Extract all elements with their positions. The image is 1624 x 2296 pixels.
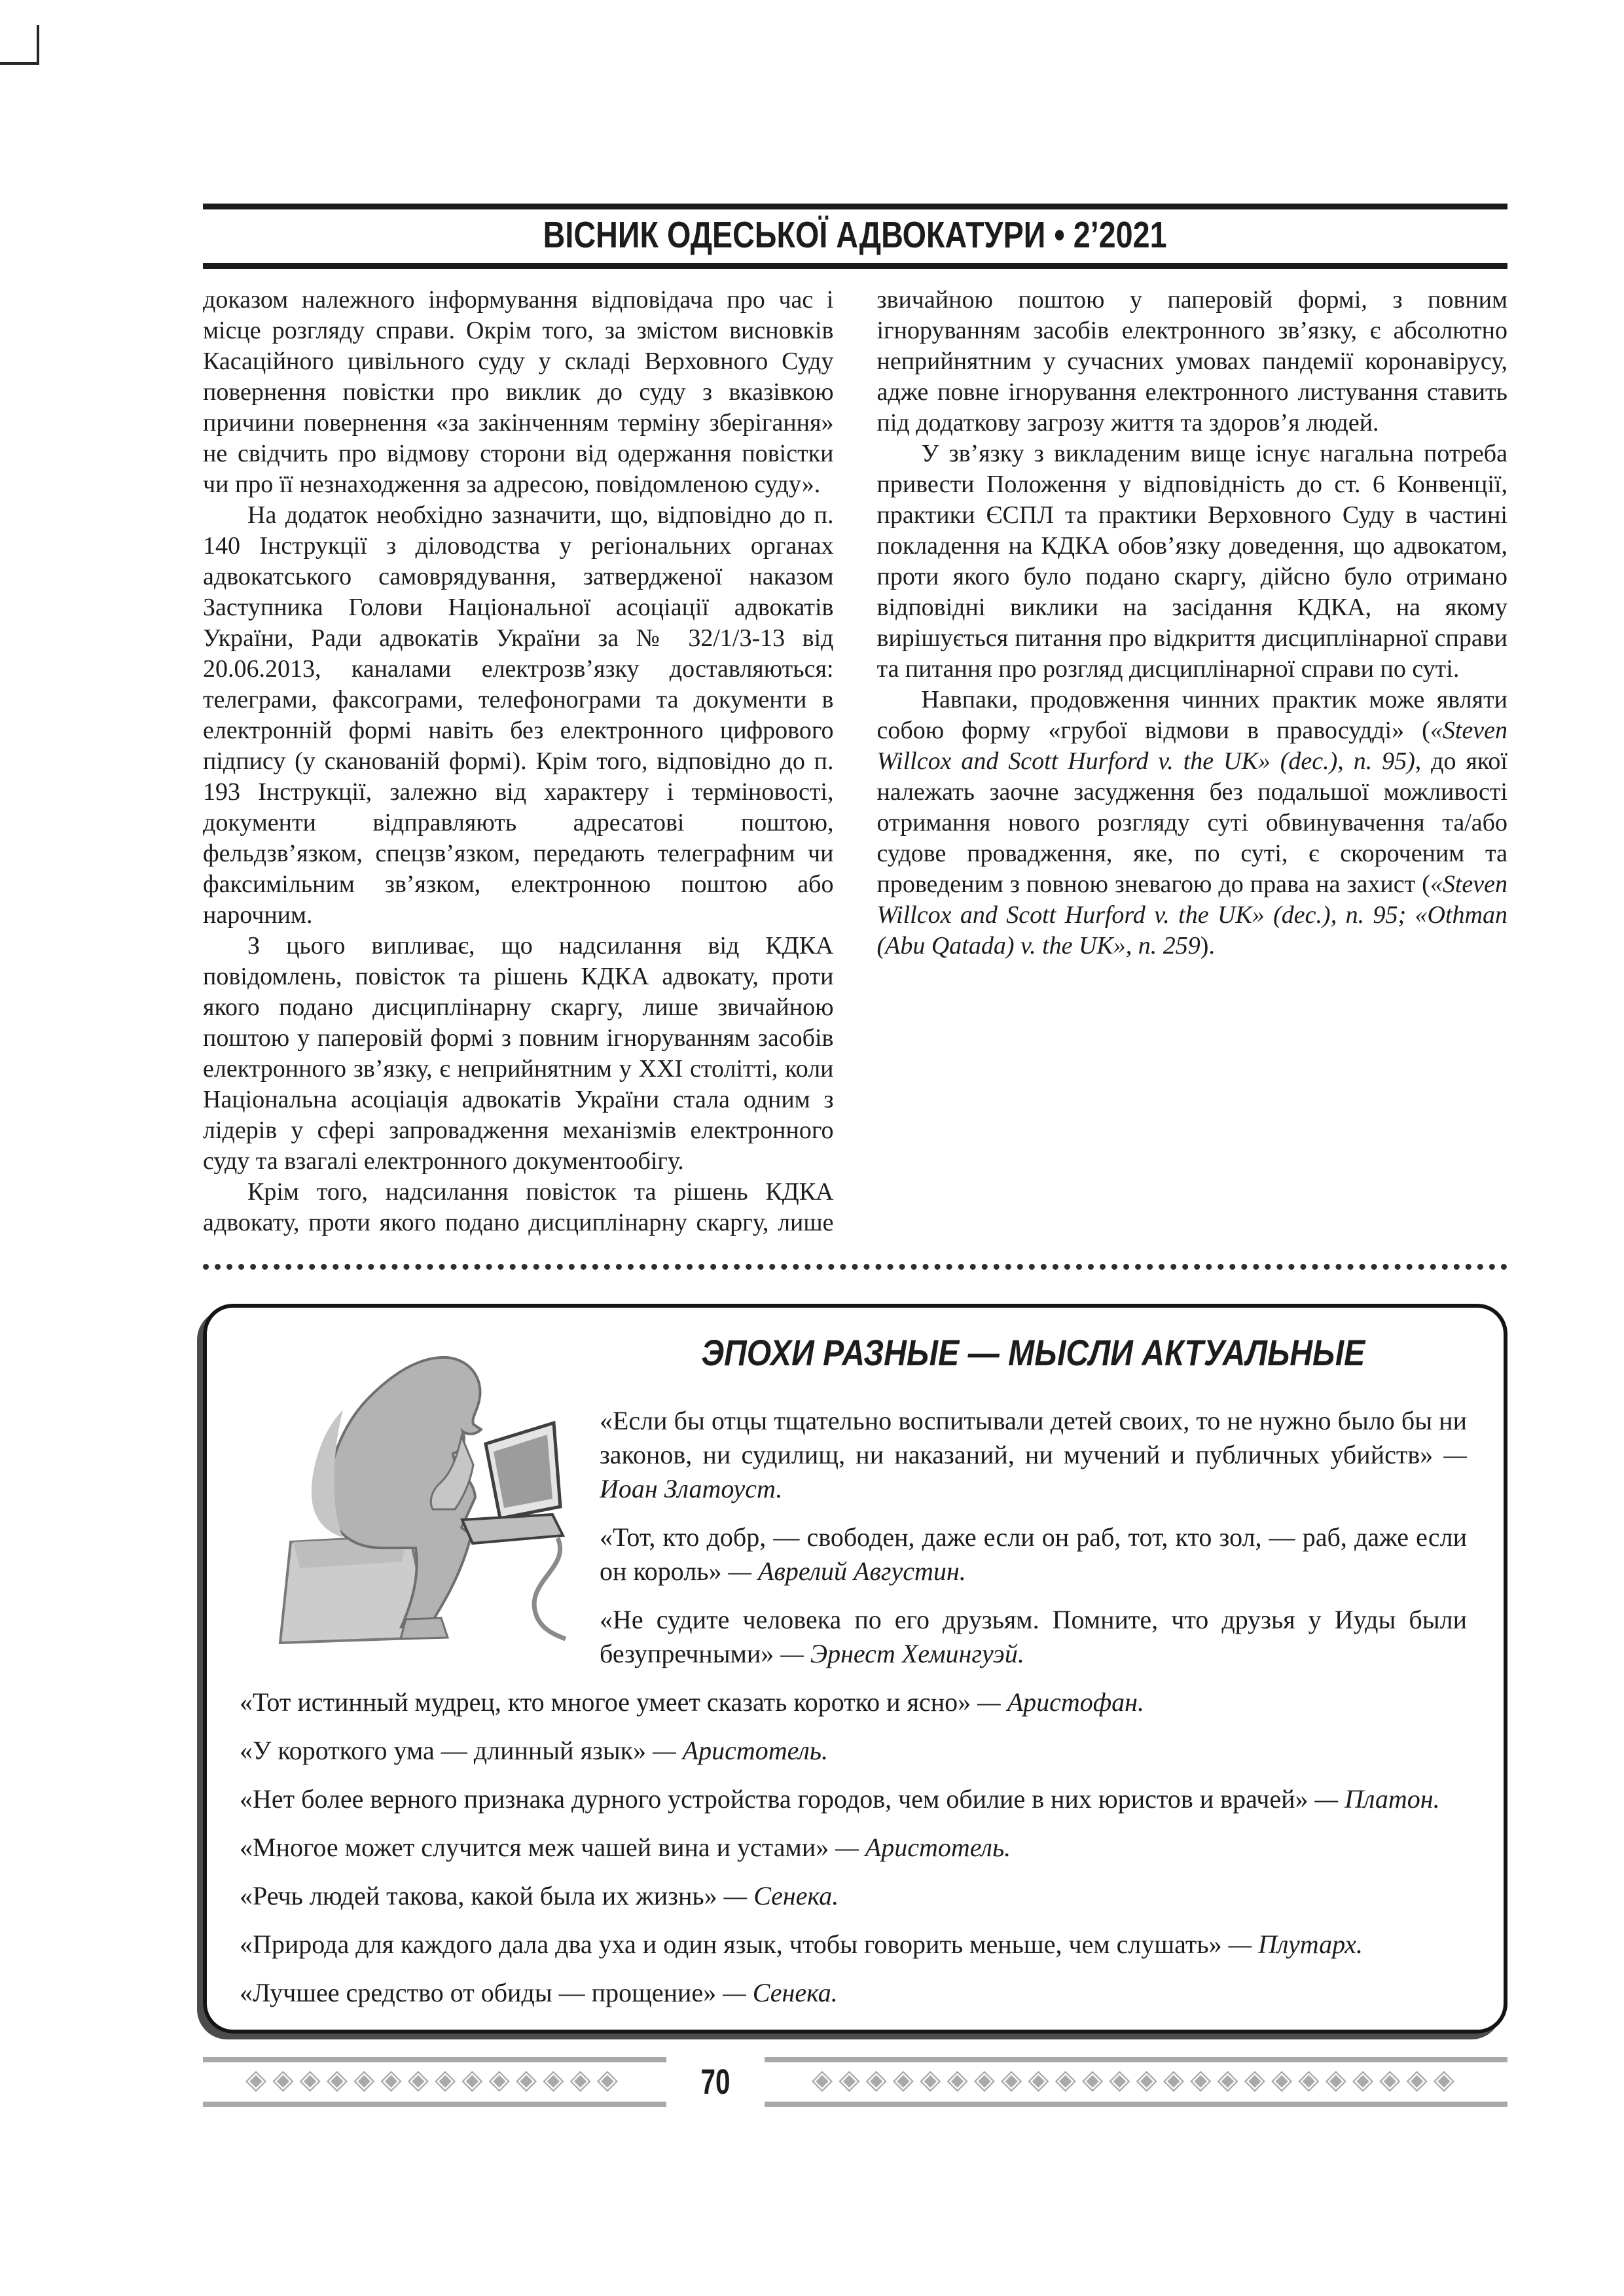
quote-item — [240, 1831, 1467, 1865]
quote-author: — Аристотель. — [653, 1736, 829, 1765]
article-paragraph: На додаток необхідно зазначити, що, відповідно до п. 140 Інструкції з діловодства у регіональних органах адвокатського самоврядування, затвердженої наказом Заступника Голови Національної асоціації адвокатів України, Ради адвокатів України за № 32/1/3-13 від 20.06.2013, каналами електрозв’язку доставляються: телеграми, факсограми, телефонограми та документи в електронній формі навіть без електронного цифрового підпису (у сканованій формі). Крім того, відповідно до п. 193 Інструкції, залежно від характеру і терміновості, документи відправляють адресатові поштою, фельдзв’язком, спецзв’язком, передають телеграфним чи факсимільним зв’язком, електронною поштою або нарочним. — [203, 501, 834, 929]
text-run: Навпаки, продовження чинних практик може являти собою форму «грубої відмови в правосудді» ( — [876, 686, 1507, 744]
quote-item — [240, 1879, 1467, 1913]
crop-mark-vertical — [37, 25, 39, 64]
article-paragraph: У зв’язку з викладеним вище існує нагальна потреба привести Положення у відповідність до ст. 6 Конвенції, практики ЄСПЛ та практики Верховного Суду в частині покладення на КДКА обов’язку доведення, що адвокатом, проти якого було подано скаргу, дійсно було отримано відповідні виклики на засідання КДКА, на якому вирішується питання про відкриття дисциплінарної справи та питання про розгляд дисциплінарної справи по суті. — [876, 440, 1507, 683]
quote-author: — Аристотель. — [835, 1833, 1011, 1862]
article-paragraph: З цього випливає, що надсилання від КДКА повідомлень, повісток та рішень КДКА адвокату, проти якого подано дисциплінарну скаргу, лише звичайною поштою у паперовій формі з повним ігноруванням засобів електронного зв’язку, є неприйнятним у XXI столітті, коли Національна асоціація адвокатів України стала одним з лідерів у сфері запровадження механізмів електронного суду та взагалі електронного документообігу. — [203, 932, 834, 1175]
crop-mark-horizontal — [0, 62, 39, 65]
quote-text: «Речь людей такова, какой была их жизнь» — [240, 1881, 717, 1910]
article-paragraph: доказом належного інформування відповідача про час і місце розгляду справи. Окрім того, за змістом висновків Касаційного цивільного суду у складі Верховного Суду повернення повістки про виклик до суду з вказівкою причини повернення «за закінченням терміну зберігання» не свідчить про відмову сторони від одержання повістки чи про її незнаходження за адресою, повідомленою суду». — [203, 286, 834, 498]
citation-text-run: «Steven Willcox and Scott Hurford v. the UK» (dec.), n. 95) — [876, 717, 1507, 775]
quote-item — [240, 1782, 1467, 1816]
dotted-separator — [203, 1264, 1507, 1270]
citation-text-run: «Steven Willcox and Scott Hurford v. the UK» (dec.), n. 95; «Othman (Abu Qatada) v. the UK», n. 259 — [876, 870, 1507, 960]
text-run: , до якої належать заочне засудження без подальшої можливості отримання нового розгляду суті обвинувачення та/або судове провадження, яке, по суті, є скороченим та проведеним з повною зневагою до права на захист ( — [876, 747, 1507, 898]
quote-text: «Если бы отцы тщательно воспитывали детей своих, то не нужно было бы ни законов, ни судилищ, ни наказаний, ни мучений и публичных убийств» — [600, 1406, 1467, 1469]
quote-author: — Сенека. — [723, 1978, 838, 2007]
quote-item — [240, 1976, 1467, 2010]
quote-author: — Сенека. — [723, 1881, 839, 1910]
quote-text: «Тот истинный мудрец, кто многое умеет сказать коротко и ясно» — [240, 1687, 971, 1717]
quote-text: «У короткого ума — длинный язык» — [240, 1736, 647, 1765]
quote-text: «Природа для каждого дала два уха и один язык, чтобы говорить меньше, чем слушать» — [240, 1929, 1222, 1959]
quote-text: «Не судите человека по его друзьям. Помните, что друзья у Иуды были безупречными» — [600, 1605, 1467, 1668]
quote-text: «Тот, кто добр, — свободен, даже если он раб, тот, кто зол, — раб, даже если он король» — [600, 1522, 1467, 1586]
thinker-with-laptop-illustration — [245, 1331, 572, 1647]
article-paragraph — [877, 685, 1508, 961]
page-number — [666, 2062, 765, 2102]
quote-author: — Аристофан. — [977, 1687, 1145, 1717]
quote-author: — Платон. — [1314, 1784, 1440, 1814]
article-body — [203, 285, 1507, 1255]
quote-text: «Нет более верного признака дурного устройства городов, чем обилие в них юристов и врачей» — [240, 1784, 1308, 1814]
quotes-box-title-text: ЭПОХИ РАЗНЫЕ — МЫСЛИ АКТУАЛЬНЫЕ — [701, 1332, 1365, 1373]
quote-text: «Многое может случится меж чашей вина и устами» — [240, 1833, 829, 1862]
footer-ornament-left: ◈◈◈◈◈◈◈◈◈◈◈◈◈◈ — [203, 2057, 666, 2107]
quote-text: «Лучшее средство от обиды — прощение» — [240, 1978, 717, 2007]
quote-author: — Аврелий Августин. — [728, 1556, 966, 1586]
page-header — [203, 204, 1507, 269]
text-run: ). — [1200, 932, 1215, 960]
quote-author: — Эрнест Хемингуэй. — [780, 1639, 1024, 1668]
page-number-text: 70 — [700, 2062, 731, 2102]
page-footer — [203, 2057, 1507, 2107]
journal-title: ВІСНИК ОДЕСЬКОЇ АДВОКАТУРИ • 2’2021 — [543, 214, 1168, 256]
quote-item — [240, 1928, 1467, 1962]
quote-author: — Иоан Златоуст. — [600, 1440, 1467, 1503]
quote-item — [240, 1734, 1467, 1768]
article-paragraph: Крім того, надсилання повісток та рішень КДКА адвокату, проти якого подано дисциплінарну скаргу, лише звичайною поштою у паперовій формі, з повним ігноруванням засобів електронного зв’язку, є абсолютно неприйнятним у сучасних умовах пандемії коронавірусу, адже повне ігнорування електронного листування ставить під додаткову загрозу життя та здоров’я людей. — [203, 286, 1507, 1236]
footer-ornament-right: ◈◈◈◈◈◈◈◈◈◈◈◈◈◈◈◈◈◈◈◈◈◈◈◈ — [765, 2057, 1507, 2107]
quote-item — [240, 1685, 1467, 1719]
quotes-box — [203, 1304, 1507, 2034]
quote-author: — Плутарх. — [1228, 1929, 1363, 1959]
page-content — [0, 204, 1624, 2107]
